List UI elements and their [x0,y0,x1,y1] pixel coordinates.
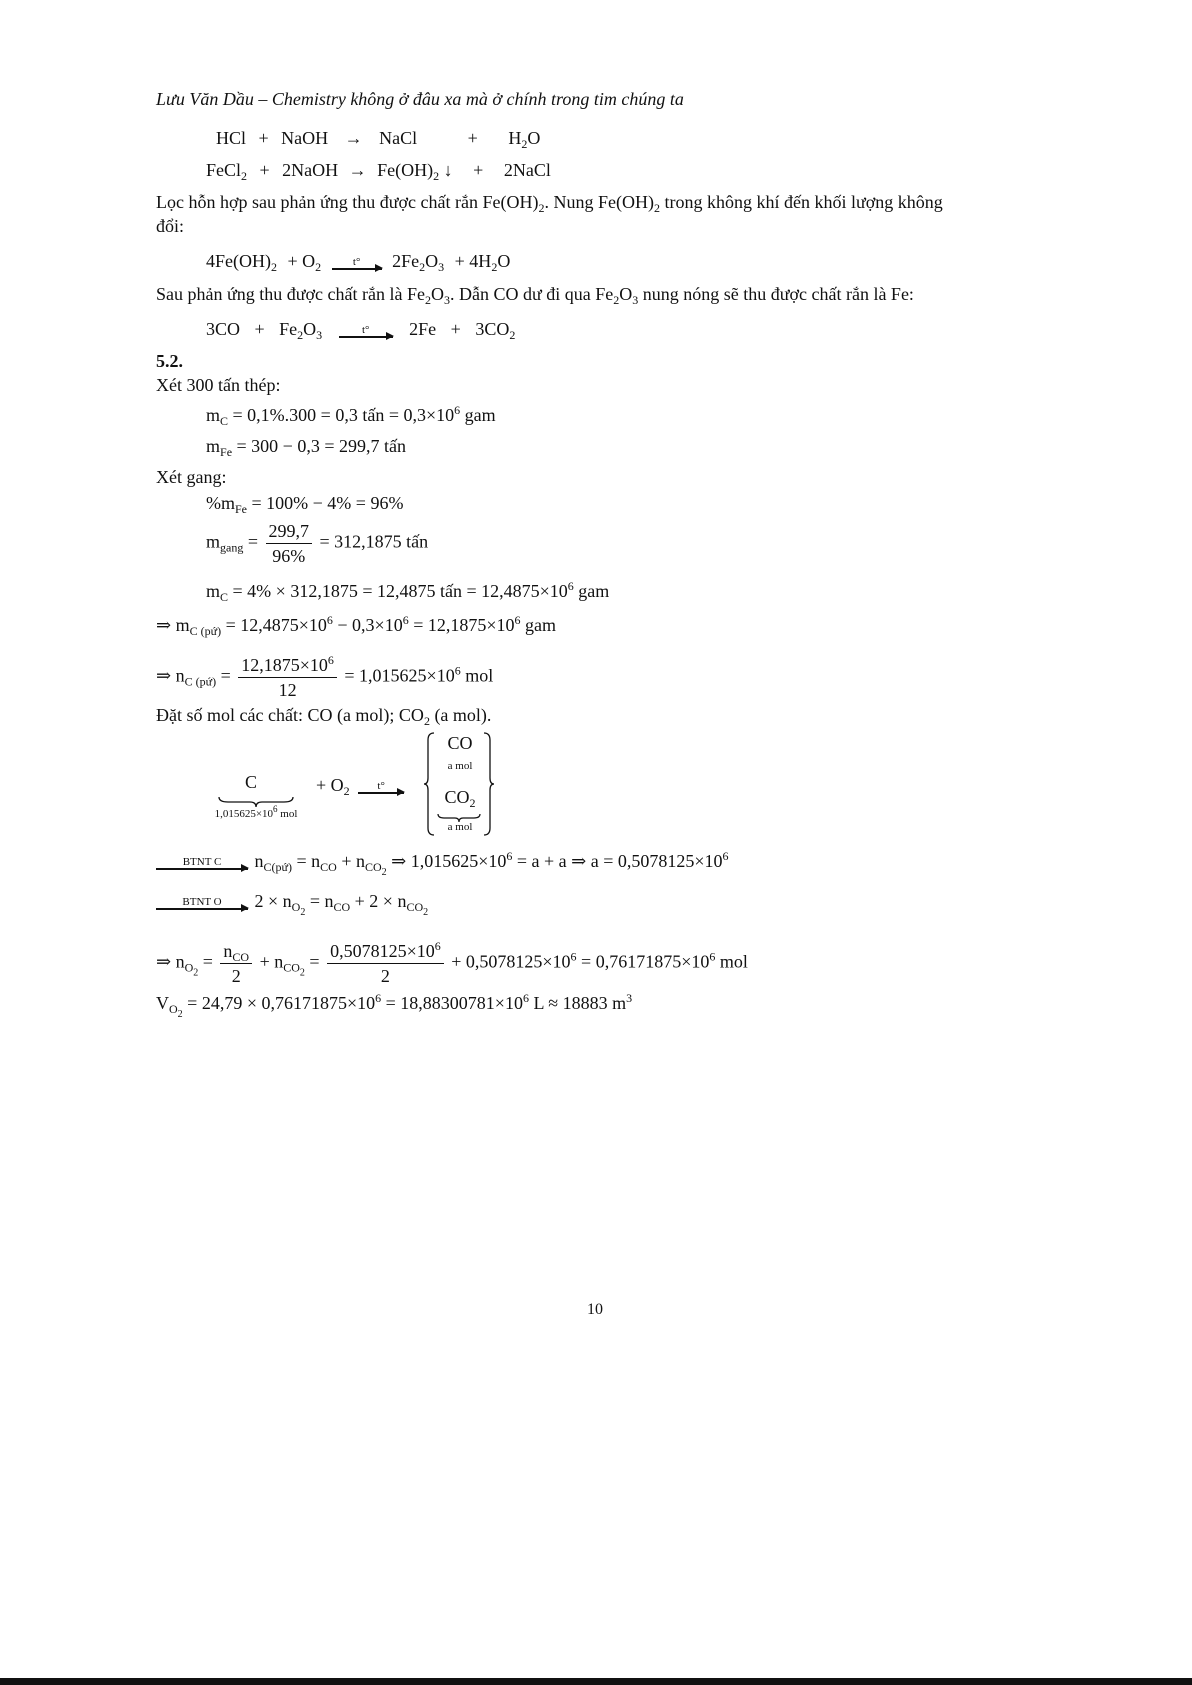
text: n [223,941,233,961]
superscript: 6 [722,849,729,863]
eq-term: 4Fe(OH) [206,251,271,271]
subscript: 2 [271,260,277,274]
subscript: 2 [177,1009,183,1020]
subscript: 3 [443,293,450,307]
fraction [220,940,252,987]
subscript: CO [333,900,351,914]
text: mol [715,951,748,972]
eq-term: + 4H [454,251,492,271]
text: trong không khí đến khối lượng không [659,192,943,212]
subscript: 2 [469,796,476,810]
text: = 300 − 0,3 = 299,7 tấn [232,436,406,456]
text: %m [206,493,235,513]
precipitate-arrow: ↓ [443,160,453,180]
superscript: 6 [506,849,513,863]
eq-term: NaOH [281,128,329,148]
subscript: 2 [613,293,620,307]
eq-term: NaCl [379,128,418,148]
subscript: CO [232,950,250,964]
reaction-arrow: → [348,160,367,180]
heat-condition: t° [377,780,385,793]
text: m [206,405,221,425]
equation-hcl-naoh [216,127,540,149]
text: ⇒ n [156,951,185,972]
superscript: 6 [327,653,334,667]
superscript: 6 [514,613,521,627]
subscript: 3 [632,293,639,307]
text: = 312,1875 tấn [319,531,429,552]
subscript: 2 [423,907,429,918]
subscript: C [220,414,229,428]
subscript: C (pứ) [184,674,217,689]
text: O [430,284,444,304]
text: = n [292,851,321,871]
paragraph-filter [156,191,943,213]
superscript: 6 [454,403,461,417]
subscript: 2 [381,867,387,878]
heat-arrow [358,780,404,794]
superscript: 6 [454,663,461,678]
text: mol [277,808,298,820]
text: (a mol). [429,705,492,725]
steel-heading: Xét 300 tấn thép: [156,375,281,395]
numerator [220,940,252,964]
text: Lọc hỗn hợp sau phản ứng thu được chất rắn Fe(OH) [156,192,539,212]
superscript: 6 [570,949,577,964]
eq-plus: + [258,128,269,148]
text: m [206,531,221,552]
subscript: gang [220,540,244,555]
text: . Nung Fe(OH) [544,192,654,212]
paragraph-filter-cont: đổi: [156,216,185,236]
scheme-carbon-amount [196,804,316,820]
text: ⇒ m [156,615,190,635]
cast-iron-heading: Xét gang: [156,467,227,487]
subscript: 2 [509,328,516,342]
text: = a + a ⇒ a = 0,5078125×10 [512,851,723,871]
subscript: 2 [343,784,350,798]
conservation-carbon [156,849,729,878]
subscript: 3 [316,328,323,342]
subscript: 2 [193,967,199,979]
calc-mass-carbon-steel [206,404,496,426]
subscript: 2 [241,169,248,183]
page-bottom-border [0,1678,1192,1685]
calc-percent-iron [206,492,403,514]
eq-term: O [497,251,511,271]
eq-plus: + [450,319,461,339]
subscript: O [184,960,194,975]
subscript: C(pứ) [263,860,292,874]
eq-term: + O [287,251,316,271]
section-title: 5.2. [156,351,183,371]
superscript: 6 [567,579,574,593]
fraction [238,654,337,701]
conservation-oxygen [156,890,429,918]
text: + 0,5078125×10 [451,951,571,972]
eq-term: 3CO [475,319,510,339]
denominator: 2 [231,966,241,986]
denominator: 12 [278,680,297,700]
text: mol [460,665,494,686]
heat-arrow [332,256,382,270]
equation-fecl2-naoh [206,159,551,181]
calc-volume-oxygen [156,991,633,1020]
eq-plus: + [467,128,478,148]
eq-term: Fe(OH) [377,160,434,180]
subscript: 2 [424,293,431,307]
scheme-oxygen [316,774,408,796]
text: = 18,88300781×10 [381,993,523,1013]
subscript: 3 [438,260,445,274]
text: CO [444,787,470,807]
subscript: CO [364,860,382,874]
subscript: Fe [220,445,233,459]
eq-term: FeCl [206,160,242,180]
calc-mass-cast-iron [206,520,428,567]
eq-term: H [508,128,522,148]
text: m [206,581,221,601]
scheme-co2 [430,787,490,808]
subscript: Fe [235,502,247,516]
subscript: 2 [538,201,545,215]
eq-term: HCl [216,128,247,148]
text: = 100% − 4% = 96% [247,493,404,513]
text: . Dẫn CO dư đi qua Fe [449,284,614,304]
subscript: O [291,900,301,914]
superscript: 6 [434,939,441,953]
heat-condition: t° [352,256,361,269]
eq-plus: + [259,160,270,180]
heat-condition: t° [361,324,370,337]
text: Đặt số mol các chất: CO (a mol); CO [156,705,424,725]
numerator [238,654,337,678]
eq-term: O [303,319,317,339]
text: V [156,993,169,1013]
text: = 1,015625×10 [344,665,455,686]
heat-arrow [339,324,393,338]
equation-co-reduction [206,318,515,340]
eq-term: 3CO [206,319,241,339]
labeled-arrow [156,896,248,910]
calc-mass-carbon-cast [206,580,609,602]
subscript: C (pứ) [189,624,222,638]
eq-plus: + [473,160,484,180]
calc-moles-carbon-reacted [156,654,493,701]
subscript: C [220,590,229,604]
text: nung nóng sẽ thu được chất rắn là Fe: [638,284,914,304]
arrow-label: BTNT O [182,896,222,909]
subscript: O [169,1002,178,1016]
denominator: 2 [380,966,390,986]
subscript: 2 [423,714,430,728]
eq-term: 2NaCl [503,160,551,180]
text: m [206,436,221,456]
subscript: CO [283,960,300,975]
text: 1,015625×10 [214,808,274,820]
text: = [216,665,231,686]
text: = [198,951,213,972]
subscript: 2 [419,260,426,274]
eq-term: 2NaOH [282,160,339,180]
text: = 12,4875×10 [221,615,327,635]
eq-term: O [425,251,439,271]
subscript: CO [406,900,424,914]
text: n [254,851,264,871]
underbrace-carbon [218,796,294,808]
subscript: 2 [521,137,528,151]
text: + O [316,775,344,795]
text: = 24,79 × 0,76171875×10 [182,993,376,1013]
paragraph-after-reaction [156,283,914,305]
scheme-carbon: C [244,772,257,792]
subscript: CO [320,860,337,874]
text: = n [305,891,334,911]
subscript: 2 [433,169,440,183]
text: 12,1875×10 [241,655,328,675]
text: gam [573,581,610,601]
eq-term: 2Fe [409,319,437,339]
superscript: 3 [626,991,633,1005]
text: gam [460,405,496,425]
define-moles [156,704,491,726]
labeled-arrow [156,856,248,870]
calc-mass-iron [206,435,406,457]
text: + 2 × n [350,891,407,911]
text: 0,5078125×10 [330,941,435,961]
eq-term: Fe [279,319,298,339]
subscript: 2 [491,260,498,274]
eq-term: 2Fe [392,251,420,271]
subscript: 2 [297,328,304,342]
denominator: 96% [272,546,306,566]
text: = 4% × 312,1875 = 12,4875 tấn = 12,4875×10 [228,581,568,601]
eq-term: O [527,128,541,148]
fraction [327,940,444,987]
subscript: 2 [300,907,306,918]
text: = 0,1%.300 = 0,3 tấn = 0,3×10 [228,405,455,425]
subscript: 2 [299,967,305,979]
text: Sau phản ứng thu được chất rắn là Fe [156,284,425,304]
numerator: 299,7 [266,520,313,544]
superscript: 6 [402,613,409,627]
superscript: 6 [375,991,382,1005]
scheme-co: CO [447,733,473,753]
eq-plus: + [254,319,265,339]
page-number: 10 [587,1301,603,1318]
subscript: 2 [653,201,660,215]
superscript: 6 [326,613,333,627]
text: + n [259,951,284,972]
text: ⇒ n [156,665,185,686]
text: − 0,3×10 [332,615,403,635]
text: gam [520,615,557,635]
superscript: 6 [709,949,716,964]
text: L ≈ 18883 m [528,993,627,1013]
superscript: 6 [522,991,529,1005]
text: ⇒ 1,015625×10 [386,851,507,871]
calc-mass-carbon-reacted [156,614,556,636]
text: = 0,76171875×10 [576,951,710,972]
text: = [304,951,320,972]
text: O [619,284,633,304]
equation-feoh2-oxidation [206,250,510,272]
arrow-label: BTNT C [182,856,222,869]
fraction [266,520,313,567]
page-header: Lưu Văn Dầu – Chemistry không ở đâu xa mà ở chính trong tim chúng ta [156,89,684,109]
numerator [327,940,444,964]
text: = 12,1875×10 [408,615,515,635]
scheme-co2-amount: a mol [447,821,473,833]
reaction-arrow: → [344,128,363,148]
calc-moles-oxygen [156,940,748,987]
scheme-co-amount: a mol [447,760,473,772]
text: = [243,531,258,552]
superscript: 6 [273,804,278,814]
text: + n [336,851,365,871]
text: 2 × n [254,891,292,911]
subscript: 2 [315,260,322,274]
